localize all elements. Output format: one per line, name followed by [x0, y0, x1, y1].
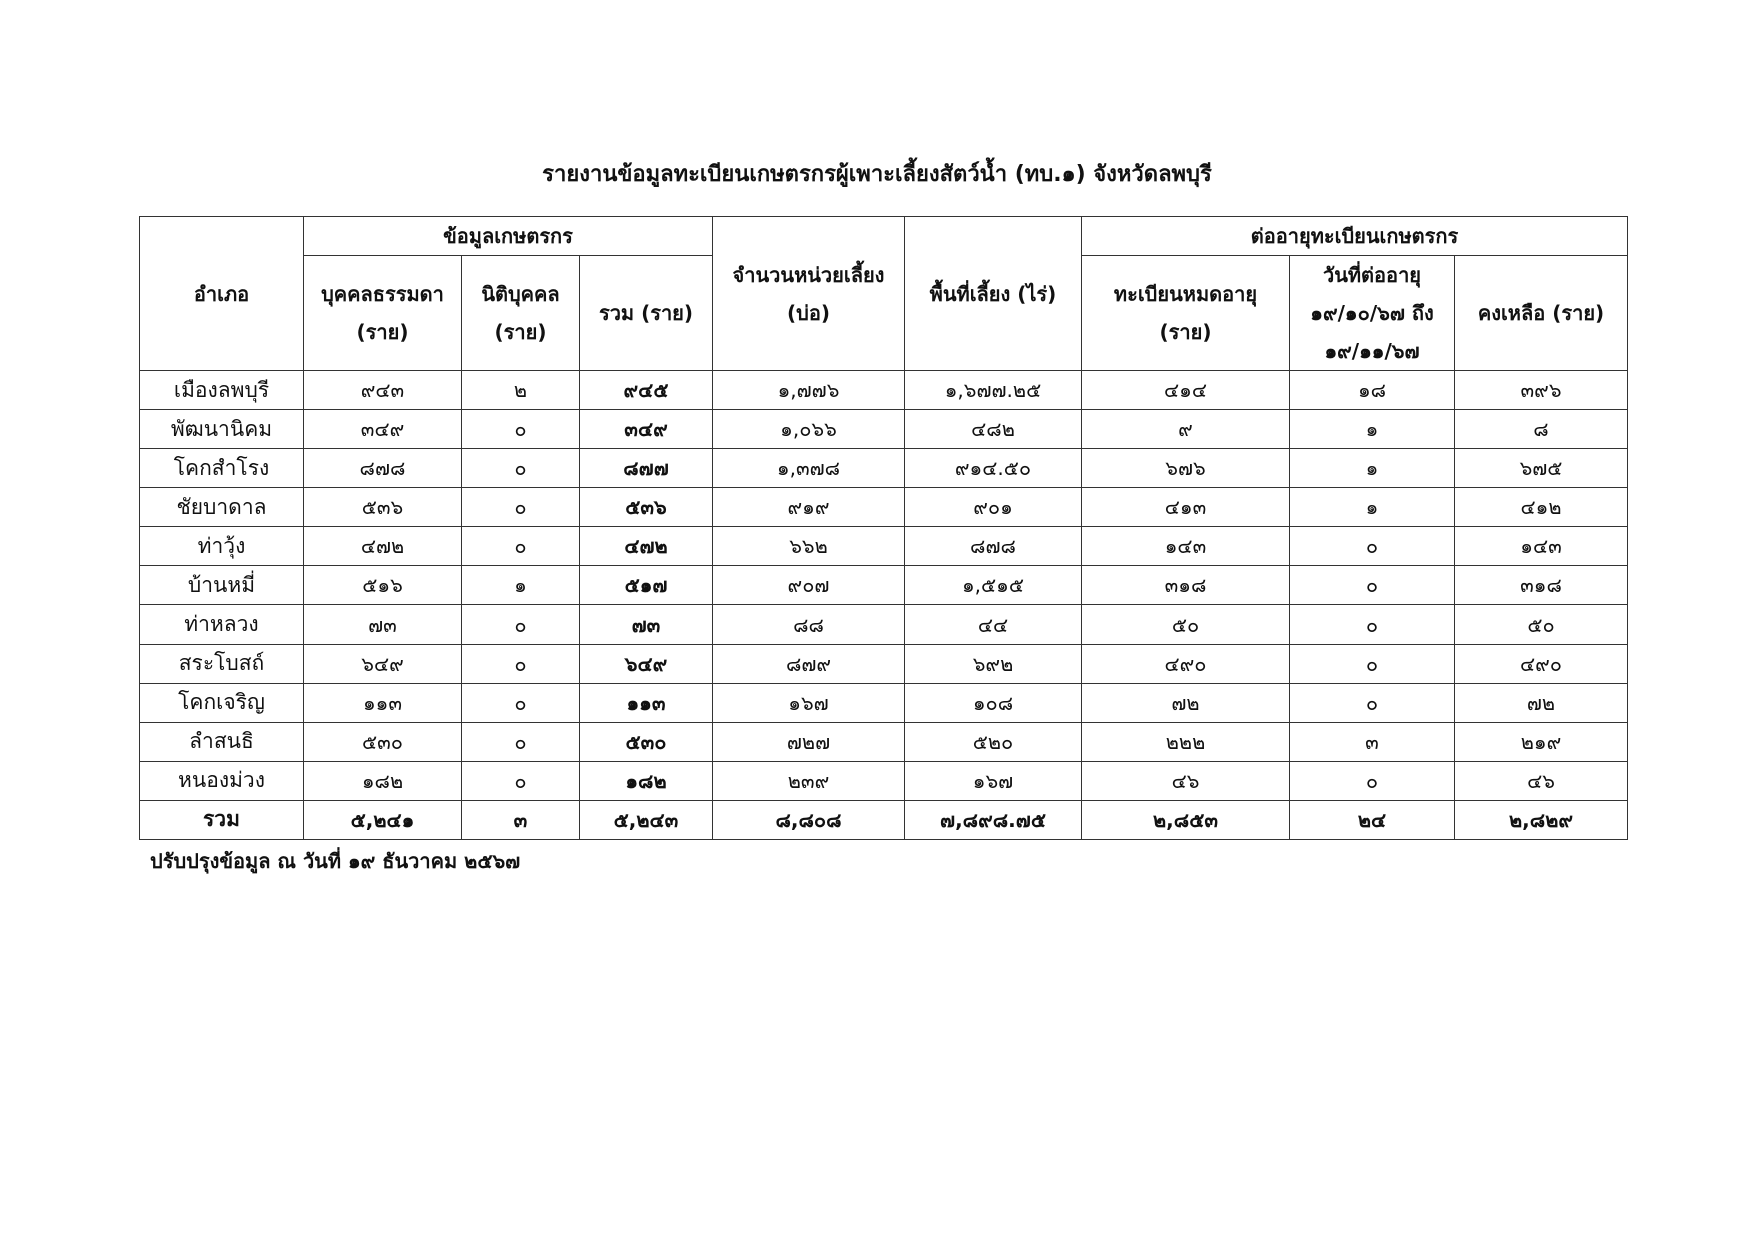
- table-row: [140, 410, 1628, 449]
- cell-area: ๑,๖๗๗.๒๕: [905, 371, 1082, 410]
- header-renewal: ต่ออายุทะเบียนเกษตรกร: [1082, 217, 1628, 256]
- cell-juristic: ๑: [462, 566, 580, 605]
- cell-expired: ๔๖: [1082, 761, 1290, 800]
- table-row: [140, 566, 1628, 605]
- cell-district: โคกสำโรง: [140, 449, 304, 488]
- header-total: รวม (ราย): [580, 256, 713, 371]
- header-expired: ทะเบียนหมดอายุ (ราย): [1082, 256, 1290, 371]
- cell-renewed: ๐: [1290, 683, 1455, 722]
- cell-renewed: ๐: [1290, 566, 1455, 605]
- cell-district: หนองม่วง: [140, 761, 304, 800]
- cell-expired: ๗๒: [1082, 683, 1290, 722]
- cell-remaining: ๔๑๒: [1455, 488, 1628, 527]
- cell-total: ๙๔๕: [580, 371, 713, 410]
- cell-individual: ๕๓๖: [304, 488, 462, 527]
- cell-individual: ๙๔๓: [304, 371, 462, 410]
- table-row: [140, 605, 1628, 644]
- cell-remaining: ๔๙๐: [1455, 644, 1628, 683]
- cell-remaining: ๑๔๓: [1455, 527, 1628, 566]
- cell-remaining: ๒๑๙: [1455, 722, 1628, 761]
- cell-juristic: ๒: [462, 371, 580, 410]
- cell-individual: ๘๗๘: [304, 449, 462, 488]
- cell-renewed: ๑: [1290, 488, 1455, 527]
- cell-juristic: ๐: [462, 761, 580, 800]
- cell-renewed: ๐: [1290, 605, 1455, 644]
- cell-district: โคกเจริญ: [140, 683, 304, 722]
- table-row: [140, 371, 1628, 410]
- cell-juristic: ๐: [462, 644, 580, 683]
- table-body: [140, 371, 1628, 840]
- cell-area: ๖๙๒: [905, 644, 1082, 683]
- cell-area: ๑,๕๑๕: [905, 566, 1082, 605]
- cell-renewed: ๐: [1290, 527, 1455, 566]
- cell-total: ๕๑๗: [580, 566, 713, 605]
- cell-total: ๔๗๒: [580, 527, 713, 566]
- header-farmer-info: ข้อมูลเกษตรกร: [304, 217, 713, 256]
- table-row: [140, 449, 1628, 488]
- cell-total: ๕,๒๔๓: [580, 800, 713, 839]
- cell-units: ๑,๗๗๖: [713, 371, 905, 410]
- table-row: [140, 644, 1628, 683]
- cell-renewed: ๒๔: [1290, 800, 1455, 839]
- cell-remaining: ๖๗๕: [1455, 449, 1628, 488]
- cell-remaining: ๒,๘๒๙: [1455, 800, 1628, 839]
- cell-units: ๘๗๙: [713, 644, 905, 683]
- cell-district: รวม: [140, 800, 304, 839]
- cell-expired: ๙: [1082, 410, 1290, 449]
- table-row: [140, 722, 1628, 761]
- cell-juristic: ๐: [462, 449, 580, 488]
- cell-individual: ๖๔๙: [304, 644, 462, 683]
- cell-total: ๕๓๖: [580, 488, 713, 527]
- cell-expired: ๓๑๘: [1082, 566, 1290, 605]
- table-total-row: [140, 800, 1628, 839]
- cell-juristic: ๐: [462, 410, 580, 449]
- cell-renewed: ๑: [1290, 410, 1455, 449]
- cell-expired: ๔๑๓: [1082, 488, 1290, 527]
- table-row: [140, 488, 1628, 527]
- cell-units: ๖๖๒: [713, 527, 905, 566]
- cell-district: บ้านหมี่: [140, 566, 304, 605]
- cell-juristic: ๐: [462, 605, 580, 644]
- cell-remaining: ๓๑๘: [1455, 566, 1628, 605]
- cell-remaining: ๗๒: [1455, 683, 1628, 722]
- cell-remaining: ๘: [1455, 410, 1628, 449]
- cell-district: สระโบสถ์: [140, 644, 304, 683]
- cell-expired: ๒๒๒: [1082, 722, 1290, 761]
- cell-juristic: ๐: [462, 722, 580, 761]
- cell-total: ๘๗๗: [580, 449, 713, 488]
- table-row: [140, 761, 1628, 800]
- cell-units: ๘๘: [713, 605, 905, 644]
- cell-expired: ๕๐: [1082, 605, 1290, 644]
- cell-area: ๙๑๔.๕๐: [905, 449, 1082, 488]
- cell-area: ๔๘๒: [905, 410, 1082, 449]
- cell-renewed: ๐: [1290, 644, 1455, 683]
- cell-units: ๘,๘๐๘: [713, 800, 905, 839]
- cell-units: ๙๑๙: [713, 488, 905, 527]
- header-renewed: วันที่ต่ออายุ ๑๙/๑๐/๖๗ ถึง ๑๙/๑๑/๖๗: [1290, 256, 1455, 371]
- cell-remaining: ๓๙๖: [1455, 371, 1628, 410]
- cell-remaining: ๕๐: [1455, 605, 1628, 644]
- cell-renewed: ๑๘: [1290, 371, 1455, 410]
- cell-juristic: ๐: [462, 683, 580, 722]
- cell-area: ๕๒๐: [905, 722, 1082, 761]
- cell-renewed: ๑: [1290, 449, 1455, 488]
- cell-individual: ๗๓: [304, 605, 462, 644]
- header-units: จำนวนหน่วยเลี้ยง (บ่อ): [713, 217, 905, 371]
- cell-total: ๑๘๒: [580, 761, 713, 800]
- report-title: รายงานข้อมูลทะเบียนเกษตรกรผู้เพาะเลี้ยงสัตว์น้ำ (ทบ.๑) จังหวัดลพบุรี: [542, 162, 1212, 187]
- cell-area: ๑๖๗: [905, 761, 1082, 800]
- table-row: [140, 683, 1628, 722]
- cell-individual: ๕๑๖: [304, 566, 462, 605]
- cell-expired: ๒,๘๕๓: [1082, 800, 1290, 839]
- cell-units: ๗๒๗: [713, 722, 905, 761]
- cell-area: ๗,๘๙๘.๗๕: [905, 800, 1082, 839]
- cell-area: ๑๐๘: [905, 683, 1082, 722]
- cell-individual: ๔๗๒: [304, 527, 462, 566]
- cell-renewed: ๓: [1290, 722, 1455, 761]
- cell-individual: ๓๔๙: [304, 410, 462, 449]
- cell-renewed: ๐: [1290, 761, 1455, 800]
- cell-district: เมืองลพบุรี: [140, 371, 304, 410]
- cell-district: ชัยบาดาล: [140, 488, 304, 527]
- cell-area: ๔๔: [905, 605, 1082, 644]
- cell-district: ท่าวุ้ง: [140, 527, 304, 566]
- cell-juristic: ๐: [462, 488, 580, 527]
- update-note: ปรับปรุงข้อมูล ณ วันที่ ๑๙ ธันวาคม ๒๕๖๗: [150, 849, 521, 873]
- cell-units: ๑,๐๖๖: [713, 410, 905, 449]
- cell-individual: ๑๘๒: [304, 761, 462, 800]
- cell-expired: ๔๙๐: [1082, 644, 1290, 683]
- cell-area: ๙๐๑: [905, 488, 1082, 527]
- cell-individual: ๕,๒๔๑: [304, 800, 462, 839]
- cell-area: ๘๗๘: [905, 527, 1082, 566]
- cell-district: ลำสนธิ: [140, 722, 304, 761]
- cell-total: ๑๑๓: [580, 683, 713, 722]
- cell-individual: ๑๑๓: [304, 683, 462, 722]
- header-remaining: คงเหลือ (ราย): [1455, 256, 1628, 371]
- header-area: พื้นที่เลี้ยง (ไร่): [905, 217, 1082, 371]
- cell-expired: ๑๔๓: [1082, 527, 1290, 566]
- cell-juristic: ๐: [462, 527, 580, 566]
- cell-individual: ๕๓๐: [304, 722, 462, 761]
- cell-district: ท่าหลวง: [140, 605, 304, 644]
- farmer-registration-table: [139, 216, 1628, 840]
- cell-total: ๕๓๐: [580, 722, 713, 761]
- cell-juristic: ๓: [462, 800, 580, 839]
- cell-units: ๙๐๗: [713, 566, 905, 605]
- cell-district: พัฒนานิคม: [140, 410, 304, 449]
- cell-units: ๒๓๙: [713, 761, 905, 800]
- cell-expired: ๖๗๖: [1082, 449, 1290, 488]
- cell-units: ๑,๓๗๘: [713, 449, 905, 488]
- cell-units: ๑๖๗: [713, 683, 905, 722]
- cell-total: ๗๓: [580, 605, 713, 644]
- header-district: อำเภอ: [140, 217, 304, 371]
- cell-total: ๖๔๙: [580, 644, 713, 683]
- header-individual: บุคคลธรรมดา (ราย): [304, 256, 462, 371]
- cell-expired: ๔๑๔: [1082, 371, 1290, 410]
- table-row: [140, 527, 1628, 566]
- header-juristic: นิติบุคคล (ราย): [462, 256, 580, 371]
- cell-remaining: ๔๖: [1455, 761, 1628, 800]
- cell-total: ๓๔๙: [580, 410, 713, 449]
